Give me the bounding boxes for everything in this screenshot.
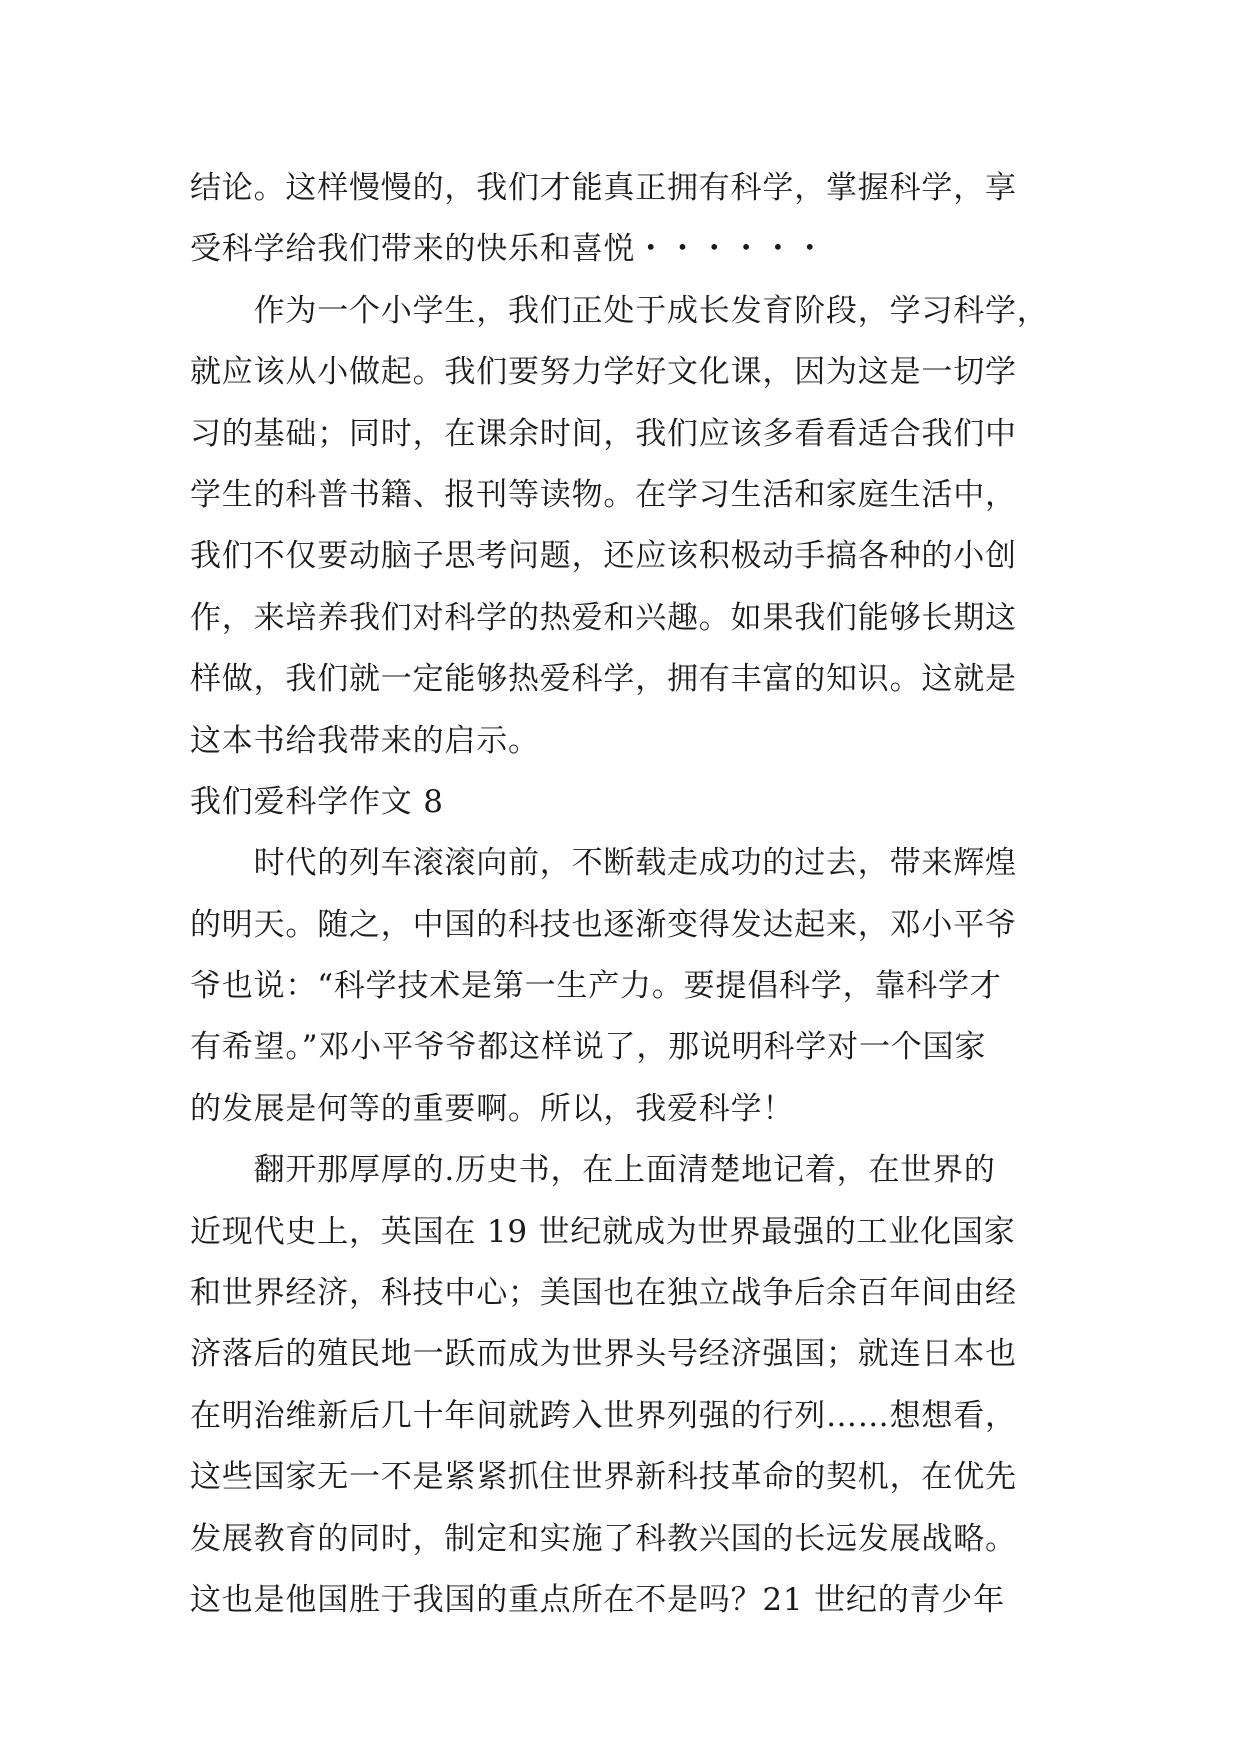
text-line: 在明治维新后几十年间就跨入世界列强的行列……想想看， — [190, 1397, 1017, 1434]
text-line: 济落后的殖民地一跃而成为世界头号经济强国；就连日本也 — [190, 1336, 1017, 1373]
text-line: 时代的列车滚滚向前，不断载走成功的过去，带来辉煌 — [190, 845, 1017, 882]
text-line: 翻开那厚厚的.历史书，在上面清楚地记着，在世界的 — [190, 1152, 996, 1189]
text-line: 受科学给我们带来的快乐和喜悦・・・・・・ — [190, 231, 826, 268]
text-line: 有希望。”邓小平爷爷都这样说了，那说明科学对一个国家 — [190, 1029, 987, 1066]
text-line: 的明天。随之，中国的科技也逐渐变得发达起来，邓小平爷 — [190, 906, 1017, 943]
text-line: 这本书给我带来的启示。 — [190, 722, 540, 759]
text-line: 我们不仅要动脑子思考问题，还应该积极动手搞各种的小创 — [190, 538, 1017, 575]
text-line: 作，来培养我们对科学的热爱和兴趣。如果我们能够长期这 — [190, 599, 1017, 636]
text-line: 作为一个小学生，我们正处于成长发育阶段，学习科学， — [190, 292, 1049, 329]
text-line: 爷也说：“科学技术是第一生产力。要提倡科学，靠科学才 — [190, 968, 1002, 1005]
text-line: 的发展是何等的重要啊。所以，我爱科学！ — [190, 1090, 795, 1127]
text-line: 这也是他国胜于我国的重点所在不是吗？21 世纪的青少年 — [190, 1581, 1005, 1618]
text-line: 样做，我们就一定能够热爱科学，拥有丰富的知识。这就是 — [190, 661, 1017, 698]
text-line: 发展教育的同时，制定和实施了科教兴国的长远发展战略。 — [190, 1520, 1017, 1557]
text-line: 学生的科普书籍、报刊等读物。在学习生活和家庭生活中， — [190, 476, 1017, 513]
text-line: 习的基础；同时，在课余时间，我们应该多看看适合我们中 — [190, 415, 1017, 452]
section-heading: 我们爱科学作文 8 — [190, 783, 444, 820]
text-line: 近现代史上，英国在 19 世纪就成为世界最强的工业化国家 — [190, 1213, 1016, 1250]
text-line: 和世界经济，科技中心；美国也在独立战争后余百年间由经 — [190, 1275, 1017, 1312]
text-line: 这些国家无一不是紧紧抓住世界新科技革命的契机，在优先 — [190, 1459, 1017, 1496]
text-line: 就应该从小做起。我们要努力学好文化课，因为这是一切学 — [190, 354, 1017, 391]
text-line: 结论。这样慢慢的，我们才能真正拥有科学，掌握科学，享 — [190, 170, 1017, 206]
essay-text — [190, 158, 1070, 1631]
